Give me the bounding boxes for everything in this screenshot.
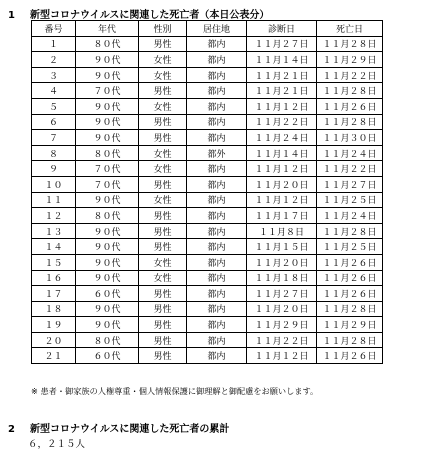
cell-sex: 女性 (139, 67, 187, 83)
cell-residence: 都内 (187, 176, 247, 192)
cell-death-date: １１月２５日 (317, 192, 383, 208)
cell-diagnosis-date: １１月１４日 (247, 52, 317, 68)
cell-residence: 都内 (187, 254, 247, 270)
cell-residence: 都内 (187, 36, 247, 52)
cell-sex: 女性 (139, 145, 187, 161)
cell-age: ９０代 (76, 114, 139, 130)
cell-number: ２０ (32, 332, 76, 348)
cell-sex: 男性 (139, 36, 187, 52)
cell-age: ８０代 (76, 145, 139, 161)
cell-age: ９０代 (76, 317, 139, 333)
cell-residence: 都内 (187, 332, 247, 348)
cell-death-date: １１月３０日 (317, 130, 383, 146)
cell-age: ９０代 (76, 130, 139, 146)
cell-diagnosis-date: １１月２７日 (247, 286, 317, 302)
cell-residence: 都内 (187, 317, 247, 333)
cell-diagnosis-date: １１月１８日 (247, 270, 317, 286)
cell-sex: 女性 (139, 192, 187, 208)
cell-sex: 男性 (139, 208, 187, 224)
cell-diagnosis-date: １１月１２日 (247, 192, 317, 208)
cell-number: ２ (32, 52, 76, 68)
cell-sex: 女性 (139, 254, 187, 270)
cell-number: ４ (32, 83, 76, 99)
cell-sex: 男性 (139, 286, 187, 302)
cell-number: １８ (32, 301, 76, 317)
section-1-heading (8, 6, 269, 21)
cell-sex: 男性 (139, 348, 187, 364)
cell-age: ９０代 (76, 239, 139, 255)
cell-sex: 男性 (139, 130, 187, 146)
cell-death-date: １１月２８日 (317, 114, 383, 130)
cell-age: ６０代 (76, 286, 139, 302)
cell-number: ６ (32, 114, 76, 130)
cell-death-date: １１月２６日 (317, 98, 383, 114)
table-header-row (32, 21, 383, 37)
cell-number: ７ (32, 130, 76, 146)
cell-age: ９０代 (76, 67, 139, 83)
cell-number: １９ (32, 317, 76, 333)
table-row (32, 145, 383, 161)
cell-death-date: １１月２２日 (317, 161, 383, 177)
section-1-number: 1 (8, 10, 15, 21)
cell-sex: 男性 (139, 332, 187, 348)
cell-sex: 男性 (139, 83, 187, 99)
cell-death-date: １１月２６日 (317, 348, 383, 364)
cell-diagnosis-date: １１月２４日 (247, 130, 317, 146)
cell-sex: 男性 (139, 176, 187, 192)
cell-diagnosis-date: １１月１７日 (247, 208, 317, 224)
cell-sex: 男性 (139, 239, 187, 255)
cell-diagnosis-date: １１月１５日 (247, 239, 317, 255)
cell-residence: 都外 (187, 145, 247, 161)
table-row (32, 223, 383, 239)
section-2-heading (8, 420, 229, 435)
cell-death-date: １１月２８日 (317, 223, 383, 239)
table-row (32, 254, 383, 270)
cell-death-date: １１月２８日 (317, 301, 383, 317)
table-row (32, 239, 383, 255)
privacy-note: ※ 患者・御家族の人権尊重・個人情報保護に御理解と御配慮をお願いします。 (31, 386, 319, 396)
cumulative-deaths: ６，２１５人 (28, 439, 86, 450)
cell-diagnosis-date: １１月１２日 (247, 348, 317, 364)
header-age: 年代 (76, 21, 139, 37)
cell-death-date: １１月２４日 (317, 145, 383, 161)
cell-age: ６０代 (76, 348, 139, 364)
cell-sex: 男性 (139, 317, 187, 333)
cell-number: ３ (32, 67, 76, 83)
table-row (32, 67, 383, 83)
cell-diagnosis-date: １１月２２日 (247, 114, 317, 130)
cell-sex: 女性 (139, 161, 187, 177)
cell-residence: 都内 (187, 239, 247, 255)
cell-residence: 都内 (187, 114, 247, 130)
cell-death-date: １１月２２日 (317, 67, 383, 83)
cell-number: ５ (32, 98, 76, 114)
cell-residence: 都内 (187, 98, 247, 114)
cell-death-date: １１月２６日 (317, 286, 383, 302)
table-row (32, 270, 383, 286)
cell-death-date: １１月２９日 (317, 52, 383, 68)
cell-death-date: １１月２５日 (317, 239, 383, 255)
cell-diagnosis-date: １１月２０日 (247, 254, 317, 270)
cell-diagnosis-date: １１月２０日 (247, 301, 317, 317)
cell-sex: 女性 (139, 52, 187, 68)
table-row (32, 161, 383, 177)
table-row (32, 286, 383, 302)
header-number: 番号 (32, 21, 76, 37)
deaths-table (31, 20, 383, 364)
cell-diagnosis-date: １１月２７日 (247, 36, 317, 52)
table-row (32, 317, 383, 333)
cell-number: １２ (32, 208, 76, 224)
cell-residence: 都内 (187, 67, 247, 83)
cell-death-date: １１月２８日 (317, 83, 383, 99)
cell-residence: 都内 (187, 83, 247, 99)
cell-number: １５ (32, 254, 76, 270)
table-row (32, 52, 383, 68)
cell-diagnosis-date: １１月１２日 (247, 161, 317, 177)
cell-residence: 都内 (187, 270, 247, 286)
cell-death-date: １１月２８日 (317, 332, 383, 348)
table-row (32, 301, 383, 317)
cell-number: ２１ (32, 348, 76, 364)
cell-sex: 女性 (139, 270, 187, 286)
cell-number: １０ (32, 176, 76, 192)
table-row (32, 208, 383, 224)
cell-diagnosis-date: １１月２１日 (247, 67, 317, 83)
cell-age: ７０代 (76, 83, 139, 99)
cell-age: ９０代 (76, 192, 139, 208)
cell-number: １４ (32, 239, 76, 255)
cell-age: ９０代 (76, 254, 139, 270)
header-diagnosis-date: 診断日 (247, 21, 317, 37)
table-row (32, 130, 383, 146)
table-row (32, 114, 383, 130)
cell-sex: 男性 (139, 114, 187, 130)
cell-age: ９０代 (76, 223, 139, 239)
cell-number: １ (32, 36, 76, 52)
table-row (32, 83, 383, 99)
cell-number: １６ (32, 270, 76, 286)
cell-residence: 都内 (187, 192, 247, 208)
cell-diagnosis-date: １１月２１日 (247, 83, 317, 99)
cell-age: ９０代 (76, 52, 139, 68)
cell-age: ９０代 (76, 98, 139, 114)
cell-death-date: １１月２８日 (317, 36, 383, 52)
table-row (32, 332, 383, 348)
cell-residence: 都内 (187, 161, 247, 177)
cell-number: １７ (32, 286, 76, 302)
header-death-date: 死亡日 (317, 21, 383, 37)
table-row (32, 36, 383, 52)
cell-diagnosis-date: １１月２２日 (247, 332, 317, 348)
cell-sex: 男性 (139, 301, 187, 317)
header-sex: 性別 (139, 21, 187, 37)
cell-age: ９０代 (76, 270, 139, 286)
section-2-title: 新型コロナウイルスに関連した死亡者の累計 (30, 424, 230, 435)
cell-residence: 都内 (187, 223, 247, 239)
cell-residence: 都内 (187, 208, 247, 224)
cell-residence: 都内 (187, 348, 247, 364)
section-1-title: 新型コロナウイルスに関連した死亡者（本日公表分） (30, 10, 270, 21)
section-2-number: 2 (8, 424, 15, 435)
cell-diagnosis-date: １１月８日 (247, 223, 317, 239)
cell-residence: 都内 (187, 130, 247, 146)
cell-number: ８ (32, 145, 76, 161)
table-row (32, 348, 383, 364)
cell-death-date: １１月２９日 (317, 317, 383, 333)
cell-diagnosis-date: １１月２９日 (247, 317, 317, 333)
cell-diagnosis-date: １１月１４日 (247, 145, 317, 161)
table-row (32, 176, 383, 192)
cell-number: １３ (32, 223, 76, 239)
cell-death-date: １１月２７日 (317, 176, 383, 192)
cell-sex: 男性 (139, 223, 187, 239)
cell-death-date: １１月２４日 (317, 208, 383, 224)
cell-number: ９ (32, 161, 76, 177)
cell-age: ８０代 (76, 332, 139, 348)
header-residence: 居住地 (187, 21, 247, 37)
cell-age: ８０代 (76, 36, 139, 52)
cell-residence: 都内 (187, 286, 247, 302)
cell-diagnosis-date: １１月２０日 (247, 176, 317, 192)
cell-residence: 都内 (187, 301, 247, 317)
cell-age: ９０代 (76, 301, 139, 317)
cell-death-date: １１月２６日 (317, 254, 383, 270)
cell-death-date: １１月２６日 (317, 270, 383, 286)
cell-number: １１ (32, 192, 76, 208)
cell-age: ７０代 (76, 161, 139, 177)
cell-age: ８０代 (76, 208, 139, 224)
cell-age: ７０代 (76, 176, 139, 192)
cell-diagnosis-date: １１月１２日 (247, 98, 317, 114)
cell-residence: 都内 (187, 52, 247, 68)
table-row (32, 192, 383, 208)
table-row (32, 98, 383, 114)
cell-sex: 女性 (139, 98, 187, 114)
